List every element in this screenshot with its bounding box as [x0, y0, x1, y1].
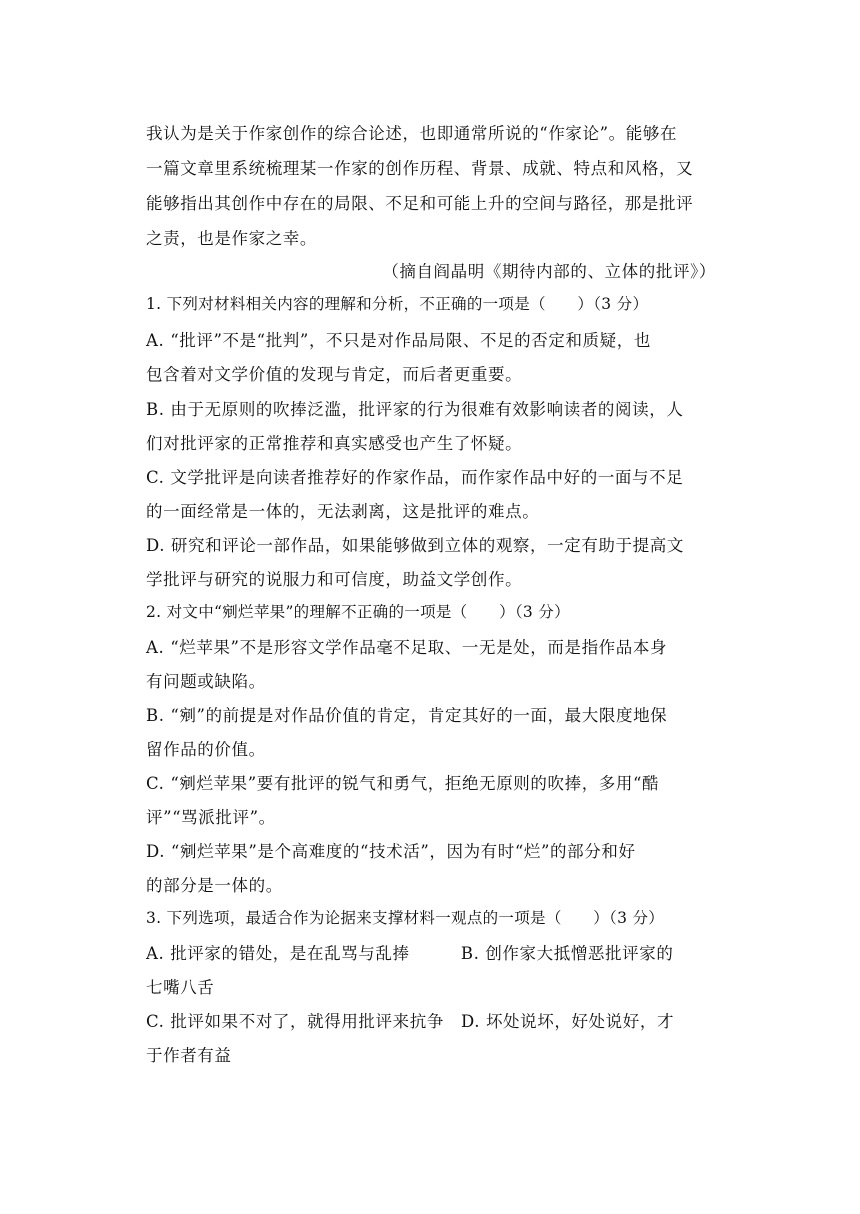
question-1-option-c-cont: 的一面经常是一体的，无法剥离，这是批评的难点。: [146, 502, 540, 521]
passage-source: （摘自阎晶明《期待内部的、立体的批评》）: [382, 262, 716, 281]
question-1-option-b-cont: 们对批评家的正常推荐和真实感受也产生了怀疑。: [146, 434, 523, 453]
question-2-option-c: C. “剜烂苹果”要有批评的锐气和勇气，拒绝无原则的吹捧，多用“酷: [146, 774, 660, 793]
question-3-option-b-cont: 七嘴八舌: [146, 978, 215, 997]
question-3-stem: 3. 下列选项，最适合作为论据来支撑材料一观点的一项是（ ）（3 分）: [146, 909, 665, 927]
question-1-option-b: B. 由于无原则的吹捧泛滥，批评家的行为很难有效影响读者的阅读，人: [146, 400, 684, 419]
passage-line: 一篇文章里系统梳理某一作家的创作历程、背景、成就、特点和风格，又: [146, 159, 694, 178]
question-3-options-ab: A. 批评家的错处，是在乱骂与乱捧 B. 创作家大抵憎恶批评家的: [146, 944, 674, 963]
passage-line: 我认为是关于作家创作的综合论述，也即通常所说的“作家论”。能够在: [146, 124, 678, 143]
question-2-option-c-cont: 评”“骂派批评”。: [146, 808, 276, 827]
question-2-option-a: A. “烂苹果”不是形容文学作品毫不足取、一无是处，而是指作品本身: [146, 638, 668, 657]
question-1-option-d-cont: 学批评与研究的说服力和可信度，助益文学创作。: [146, 570, 523, 589]
question-1-option-a: A. “批评”不是“批判”，不只是对作品局限、不足的否定和质疑，也: [146, 331, 651, 350]
question-1-option-d: D. 研究和评论一部作品，如果能够做到立体的观察，一定有助于提高文: [146, 536, 684, 555]
question-3-option-d-cont: 于作者有益: [146, 1046, 232, 1065]
question-2-stem: 2. 对文中“剜烂苹果”的理解不正确的一项是（ ）（3 分）: [146, 603, 570, 621]
question-1-option-a-cont: 包含着对文学价值的发现与肯定，而后者更重要。: [146, 365, 523, 384]
question-2-option-d: D. “剜烂苹果”是个高难度的“技术活”，因为有时“烂”的部分和好: [146, 842, 636, 861]
question-1-option-c: C. 文学批评是向读者推荐好的作家作品，而作家作品中好的一面与不足: [146, 468, 684, 487]
question-3-options-cd: C. 批评如果不对了，就得用批评来抗争 D. 坏处说坏，好处说好，才: [146, 1012, 675, 1031]
question-2-option-b-cont: 留作品的价值。: [146, 740, 266, 759]
question-1-stem: 1. 下列对材料相关内容的理解和分析，不正确的一项是（ ）（3 分）: [146, 295, 649, 313]
passage-line: 能够指出其创作中存在的局限、不足和可能上升的空间与路径，那是批评: [146, 194, 694, 213]
question-2-option-d-cont: 的部分是一体的。: [146, 876, 283, 895]
question-2-option-b: B. “剜”的前提是对作品价值的肯定，肯定其好的一面，最大限度地保: [146, 706, 668, 725]
passage-line: 之责，也是作家之幸。: [146, 229, 317, 248]
question-2-option-a-cont: 有问题或缺陷。: [146, 672, 266, 691]
